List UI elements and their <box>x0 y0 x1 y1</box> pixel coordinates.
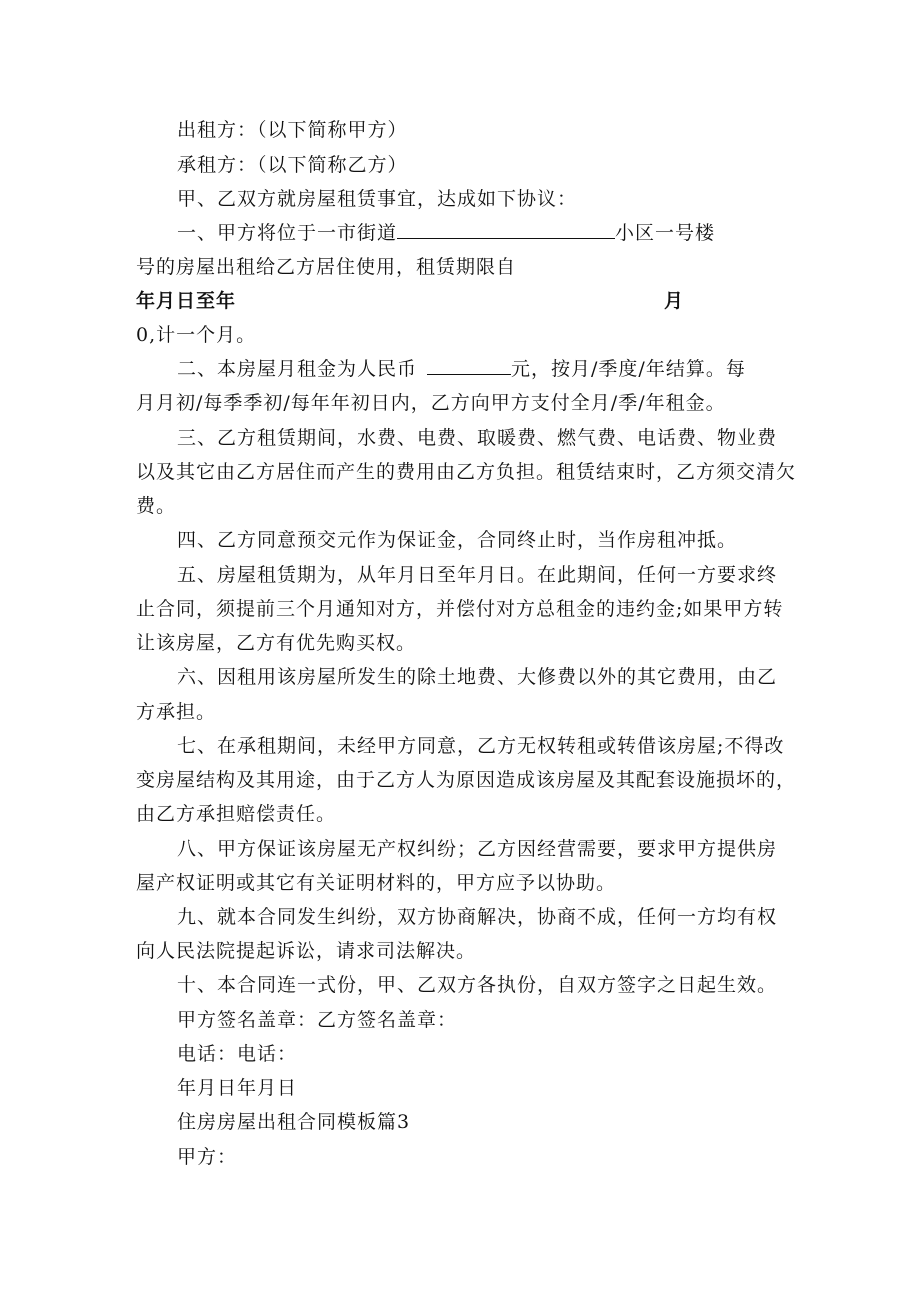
clause-5-line-1: 五、房屋租赁期为，从年月日至年月日。在此期间，任何一方要求终 <box>177 564 778 586</box>
clause-5-line-3: 让该房屋，乙方有优先购买权。 <box>136 632 417 654</box>
clause-2-text-a: 二、本房屋月租金为人民币 <box>177 358 418 380</box>
clause-8-line-2: 屋产权证明或其它有关证明材料的，甲方应予以协助。 <box>136 872 617 894</box>
next-template-title: 住房房屋出租合同模板篇3 <box>177 1111 411 1133</box>
clause-1-line-3: 0,计一个月。 <box>136 324 257 346</box>
clause-4-line-1: 四、乙方同意预交元作为保证金，合同终止时，当作房租冲抵。 <box>177 529 738 551</box>
signature-line: 甲方签名盖章：乙方签名盖章： <box>177 1009 458 1031</box>
clause-5-line-2: 止合同，须提前三个月通知对方，并偿付对方总租金的违约金;如果甲方转 <box>136 598 784 620</box>
lessor-line: 出租方：（以下简称甲方） <box>177 119 408 141</box>
clause-1-line-1 <box>177 221 715 245</box>
clause-7-line-2: 变房屋结构及其用途，由于乙方人为原因造成该房屋及其配套设施损坏的， <box>136 769 797 791</box>
clause-9-line-2: 向人民法院提起诉讼，请求司法解决。 <box>136 940 477 962</box>
phone-line: 电话：电话： <box>177 1043 298 1065</box>
rent-blank <box>427 358 511 375</box>
clause-2-line-2: 月月初/每季季初/每年年初日内，乙方向甲方支付全月/季/年租金。 <box>136 392 726 414</box>
clause-2-text-b: 元，按月/季度/年结算。每 <box>511 358 746 380</box>
clause-3-line-2: 以及其它由乙方居住而产生的费用由乙方负担。租赁结束时，乙方须交清欠 <box>136 461 797 483</box>
clause-1-text-b: 小区一号楼 <box>615 222 716 244</box>
date-line: 年月日年月日 <box>177 1077 298 1099</box>
clause-1-text-a: 一、甲方将位于一市街道 <box>177 222 398 244</box>
clause-3-line-3: 费。 <box>136 495 177 517</box>
clause-6-line-1: 六、因租用该房屋所发生的除土地费、大修费以外的其它费用，由乙 <box>177 666 778 688</box>
lessee-line: 承租方：（以下简称乙方） <box>177 154 408 176</box>
clause-10-line-1: 十、本合同连一式份，甲、乙双方各执份，自双方签字之日起生效。 <box>177 974 778 996</box>
clause-7-line-3: 由乙方承担赔偿责任。 <box>136 803 337 825</box>
clause-1-line-2: 号的房屋出租给乙方居住使用，租赁期限自 <box>136 256 517 278</box>
clause-2-line-1 <box>177 357 746 381</box>
clause-7-line-1: 七、在承租期间，未经甲方同意，乙方无权转租或转借该房屋;不得改 <box>177 735 785 757</box>
agreement-intro: 甲、乙双方就房屋租赁事宜，达成如下协议： <box>177 188 578 210</box>
street-blank <box>397 222 615 239</box>
clause-9-line-1: 九、就本合同发生纠纷，双方协商解决，协商不成，任何一方均有权 <box>177 906 778 928</box>
clause-8-line-1: 八、甲方保证该房屋无产权纠纷；乙方因经营需要，要求甲方提供房 <box>177 838 778 860</box>
party-a-line: 甲方： <box>177 1146 238 1168</box>
clause-6-line-2: 方承担。 <box>136 701 217 723</box>
clause-1-date-a: 年月日至年 <box>136 290 237 312</box>
clause-1-date-b: 月 <box>664 290 685 312</box>
clause-3-line-1: 三、乙方租赁期间，水费、电费、取暖费、燃气费、电话费、物业费 <box>177 427 778 449</box>
